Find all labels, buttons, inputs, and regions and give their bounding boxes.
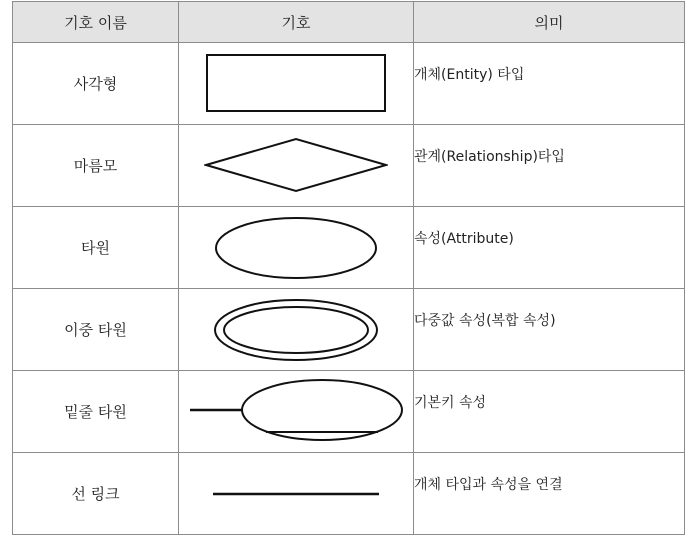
symbol-cell — [179, 125, 414, 207]
table-row — [13, 289, 685, 371]
table-row — [13, 125, 685, 207]
symbol-meaning: 속성(Attribute) — [414, 207, 685, 289]
symbol-meaning: 관계(Relationship)타입 — [414, 125, 685, 207]
header-symbol: 기호 — [179, 2, 414, 43]
symbol-name: 마름모 — [13, 125, 179, 207]
header-meaning: 의미 — [414, 2, 685, 43]
double-ellipse-icon — [212, 297, 380, 363]
symbol-cell — [179, 43, 414, 125]
table-row — [13, 453, 685, 535]
symbol-name: 타원 — [13, 207, 179, 289]
symbol-cell — [179, 371, 414, 453]
symbol-meaning: 개체 타입과 속성을 연결 — [414, 453, 685, 535]
symbol-meaning: 기본키 속성 — [414, 371, 685, 453]
line-link-icon — [211, 489, 381, 499]
symbol-name: 이중 타원 — [13, 289, 179, 371]
symbol-cell — [179, 453, 414, 535]
rectangle-icon — [206, 54, 386, 114]
diamond-icon — [204, 137, 388, 195]
header-name: 기호 이름 — [13, 2, 179, 43]
symbol-cell — [179, 289, 414, 371]
underlined-ellipse-icon — [186, 379, 406, 445]
table-row — [13, 43, 685, 125]
er-symbol-table — [12, 1, 685, 535]
symbol-name: 선 링크 — [13, 453, 179, 535]
symbol-name: 사각형 — [13, 43, 179, 125]
header-row — [13, 2, 685, 43]
symbol-cell — [179, 207, 414, 289]
symbol-meaning: 다중값 속성(복합 속성) — [414, 289, 685, 371]
symbol-name: 밑줄 타원 — [13, 371, 179, 453]
table-row — [13, 207, 685, 289]
ellipse-icon — [213, 215, 379, 281]
symbol-meaning: 개체(Entity) 타입 — [414, 43, 685, 125]
table-row — [13, 371, 685, 453]
